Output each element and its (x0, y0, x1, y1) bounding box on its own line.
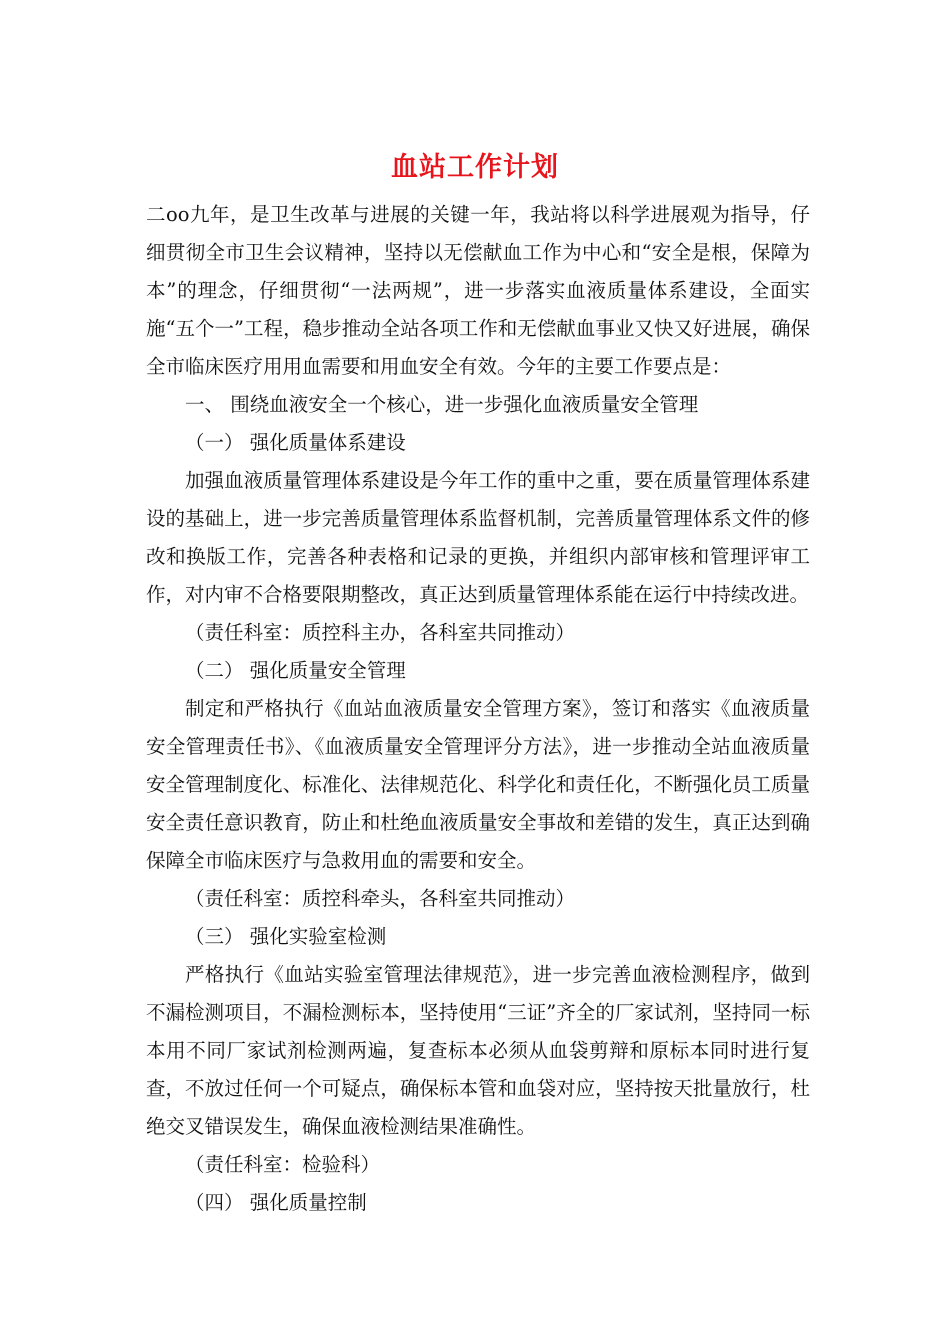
paragraph: 一、 围绕血液安全一个核心，进一步强化血液质量安全管理 (185, 393, 699, 416)
paragraph: （二） 强化质量安全管理 (185, 659, 406, 682)
paragraph: 加强血液质量管理体系建设是今年工作的重中之重，要在质量管理体系建设的基础上，进一步完善质量管理体系监督机制，完善质量管理体系文件的修改和换版工作，完善各种表格和记录的更换，并组织内部审核和管理评审工作，对内审不合格要限期整改，真正达到质量管理体系能在运行中持续改进。 (146, 469, 810, 606)
paragraph: （一） 强化质量体系建设 (185, 431, 406, 454)
paragraph: 严格执行《血站实验室管理法律规范》，进一步完善血液检测程序，做到不漏检测项目，不漏检测标本，坚持使用“三证”齐全的厂家试剂，坚持同一标本用不同厂家试剂检测两遍，复查标本必须从血袋剪辩和原标本同时进行复查，不放过任何一个可疑点，确保标本管和血袋对应，坚持按天批量放行，杜绝交叉错误发生，确保血液检测结果准确性。 (146, 963, 810, 1138)
document-title: 血站工作计划 (391, 152, 559, 183)
paragraph: （责任科室：质控科牵头，各科室共同推动） (185, 887, 576, 910)
paragraph: （四） 强化质量控制 (185, 1191, 367, 1214)
paragraph: （三） 强化实验室检测 (185, 925, 387, 948)
paragraph: 制定和严格执行《血站血液质量安全管理方案》，签订和落实《血液质量安全管理责任书》、《血液质量安全管理评分方法》，进一步推动全站血液质量安全管理制度化、标准化、法律规范化、科学化和责任化，不断强化员工质量安全责任意识教育，防止和杜绝血液质量安全事故和差错的发生，真正达到确保障全市临床医疗与急救用血的需要和安全。 (146, 697, 810, 872)
paragraph: （责任科室：质控科主办，各科室共同推动） (185, 621, 576, 644)
paragraph: （责任科室：检验科） (185, 1153, 381, 1176)
paragraph: 二oo九年，是卫生改革与进展的关键一年，我站将以科学进展观为指导，仔细贯彻全市卫生会议精神，坚持以无偿献血工作为中心和“安全是根，保障为本”的理念，仔细贯彻“一法两规”，进一步落实血液质量体系建设，全面实施“五个一”工程，稳步推动全站各项工作和无偿献血事业又快又好进展，确保全市临床医疗用用血需要和用血安全有效。今年的主要工作要点是： (146, 203, 810, 378)
document-body (146, 196, 810, 1222)
